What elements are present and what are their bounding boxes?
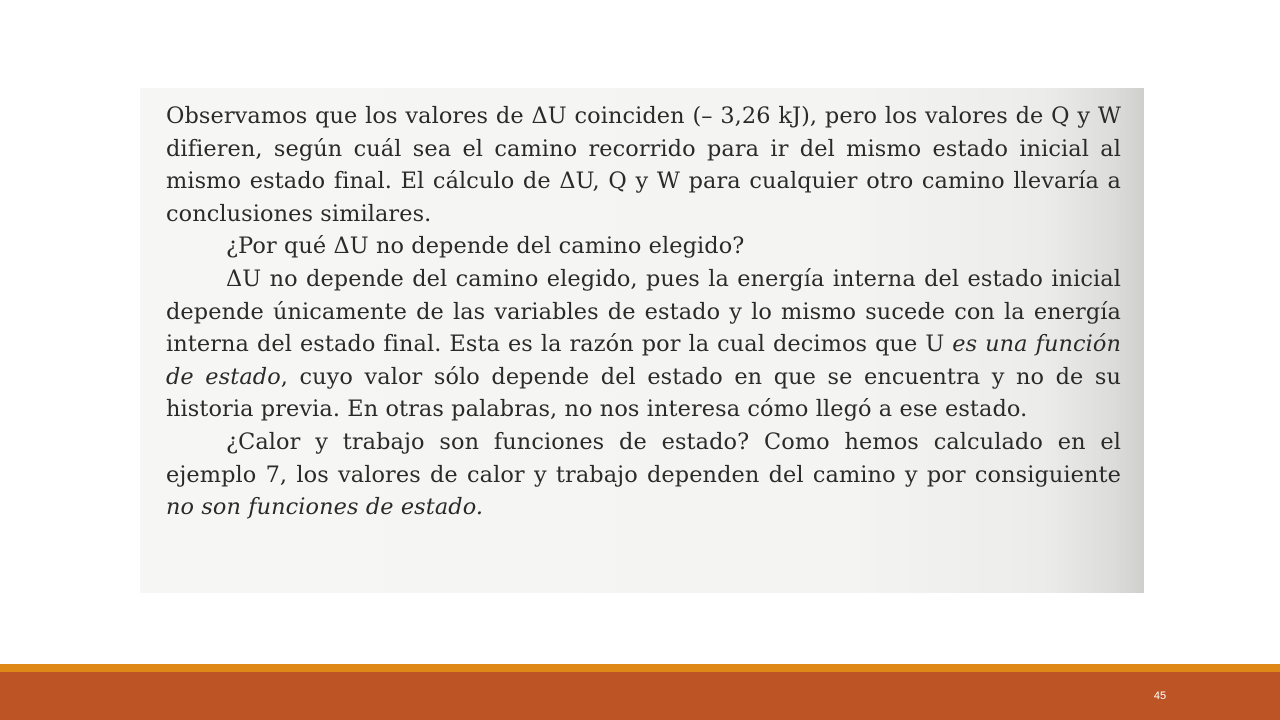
text-run: Observamos que los valores de ΔU coinciden (– 3,26 kJ), pero los valores de Q y W difieren, según cuál sea el camino recorrido para ir del mismo estado inicial al mismo estado final. El cálculo de ΔU, Q y W para cualquier otro camino llevaría a conclusiones similares.: [166, 103, 1121, 227]
footer-accent-rule: [0, 664, 1280, 672]
footer-bar: [0, 672, 1280, 720]
text-run: , cuyo valor sólo depende del estado en que se encuentra y no de su historia previa. En otras palabras, no nos interesa cómo llegó a ese estado.: [166, 363, 1121, 423]
paragraph: [166, 230, 1121, 263]
paragraph: [166, 100, 1121, 230]
text-run: ¿Por qué ΔU no depende del camino elegido?: [226, 233, 745, 260]
document-text: [166, 100, 1121, 524]
italic-text-run: no son funciones de estado.: [166, 494, 484, 521]
text-run: ΔU no depende del camino elegido, pues la energía interna del estado inicial depende únicamente de las variables de estado y lo mismo sucede con la energía interna del estado final. Esta es la razón por la cual decimos que U: [166, 265, 1121, 358]
scanned-page-image: [140, 88, 1144, 593]
italic-text-run: es una función de estado: [166, 331, 1122, 390]
paragraph: [166, 426, 1121, 524]
paragraph: [166, 263, 1121, 426]
text-run: ¿Calor y trabajo son funciones de estado? Como hemos calculado en el ejemplo 7, los valores de calor y trabajo dependen del camino y por consiguiente: [166, 428, 1121, 488]
page-number: 45: [1153, 690, 1167, 702]
